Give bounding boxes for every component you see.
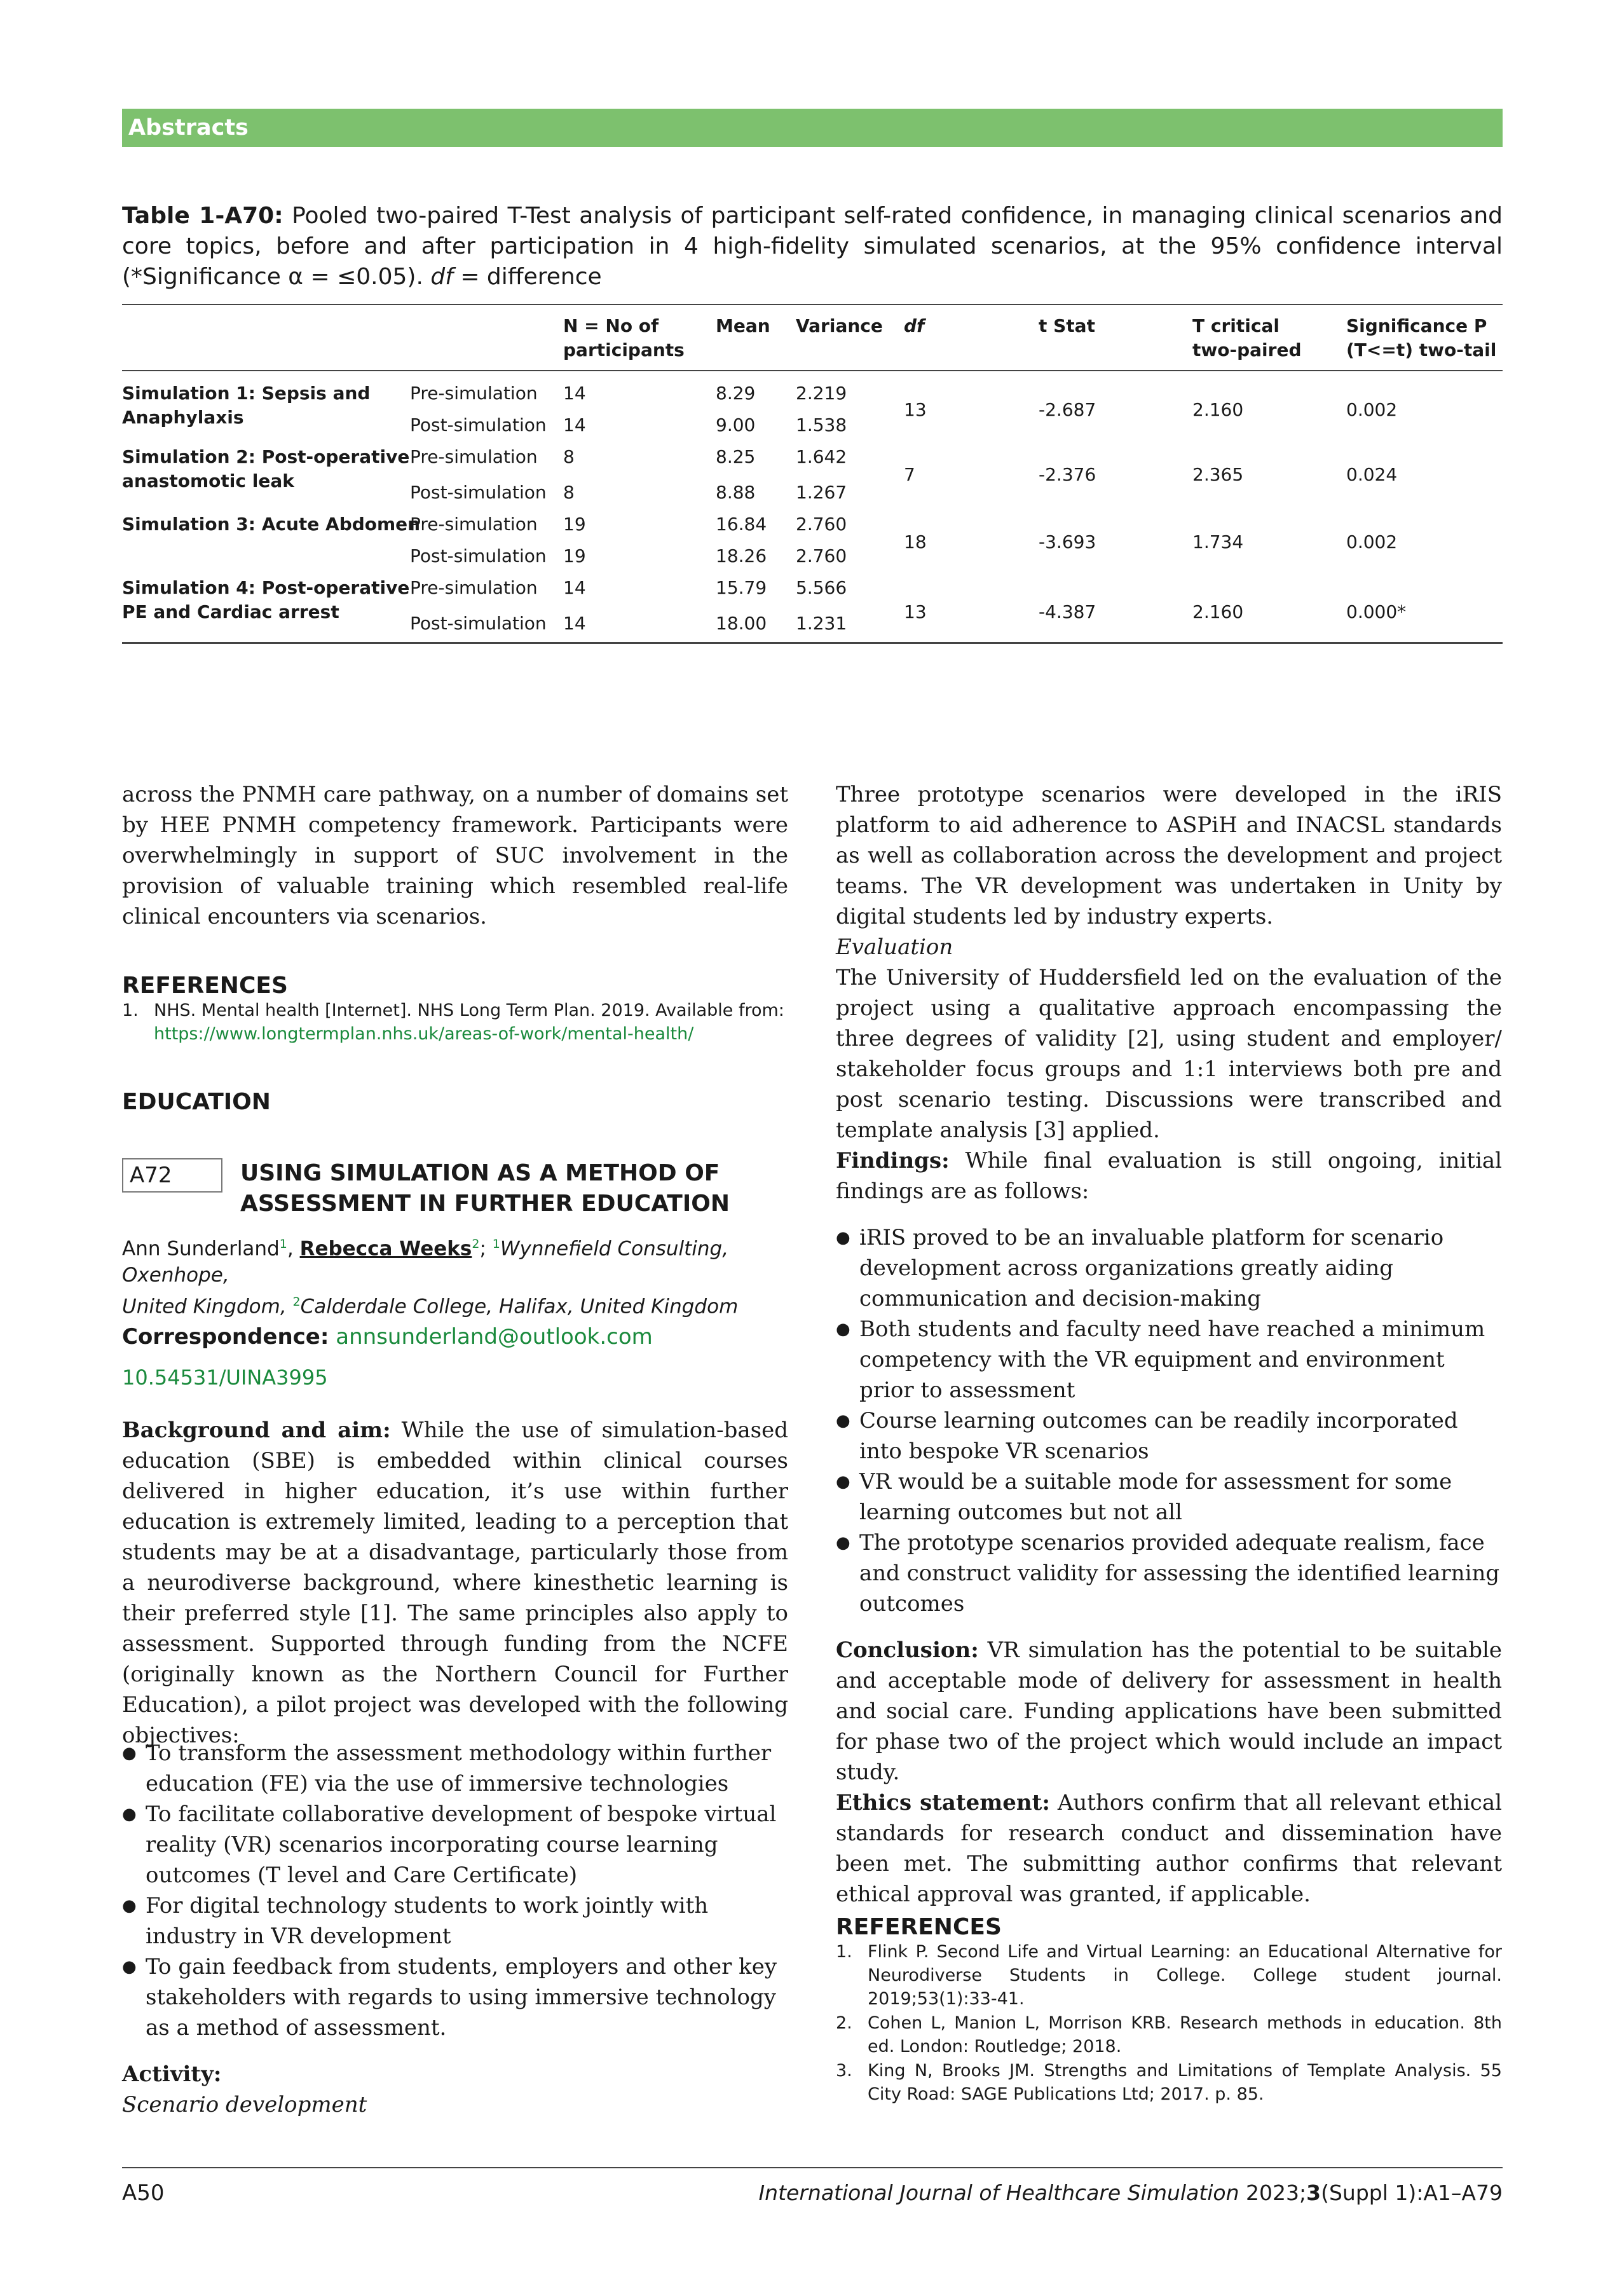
header-df: df — [904, 315, 925, 336]
page-number: A50 — [122, 2180, 165, 2206]
ethics-text: Authors confirm that all relevant ethical standards for research conduct and dissemination have been met. The submitting author confirms that relevant ethical approval was granted, if applicable. — [836, 1790, 1502, 1907]
objective-item: ● For digital technology students to work jointly with industry in VR development — [122, 1891, 788, 1952]
sim-3-tstat: -3.693 — [1039, 531, 1096, 552]
activity-label: Activity: — [122, 2062, 222, 2087]
left-references-heading: REFERENCES — [122, 973, 288, 999]
finding-item: ● iRIS proved to be an invaluable platform for scenario development across organizations greatly aiding communication and decision-making — [836, 1222, 1502, 1314]
sim-3-post-n: 19 — [563, 545, 586, 566]
sim-1-df: 13 — [904, 399, 927, 420]
footer-rule — [122, 2167, 1503, 2168]
sim-3-pre-variance: 2.760 — [796, 514, 847, 535]
affiliation-1-country: United Kingdom, — [122, 1295, 293, 1318]
sim-1-post-label: Post-simulation — [410, 414, 547, 435]
sim-2-pre-mean: 8.25 — [716, 446, 756, 467]
affiliation-1-sup: 1 — [492, 1237, 500, 1251]
scenario-paragraph: Three prototype scenarios were developed in the iRIS platform to aid adherence to ASPiH and INACSL standards as well as collaboration across the development and project teams. The VR development was undertaken in Unity by digital students led by industry experts. — [836, 782, 1502, 929]
objective-item: ● To facilitate collaborative development of bespoke virtual reality (VR) scenarios incorporating course learning outcomes (T level and Care Certificate) — [122, 1799, 788, 1891]
objectives-list — [122, 1738, 788, 2043]
sim-4-tcrit: 2.160 — [1192, 601, 1244, 622]
sim-3-df: 18 — [904, 531, 927, 552]
sim-2-pre-variance: 1.642 — [796, 446, 847, 467]
sim-1-significance: 0.002 — [1346, 399, 1398, 420]
sim-2-name: Simulation 2: Post-operative anastomotic leak — [122, 446, 410, 491]
sim-3-post-mean: 18.26 — [716, 545, 767, 566]
sim-2-post-variance: 1.267 — [796, 482, 847, 503]
correspondence-email[interactable]: annsunderland@outlook.com — [336, 1324, 653, 1350]
table-top-rule — [122, 304, 1503, 305]
abstract-id-box: A72 — [122, 1158, 222, 1193]
sim-4-significance: 0.000* — [1346, 601, 1407, 622]
sim-2-significance: 0.024 — [1346, 464, 1398, 485]
background-label: Background and aim: — [122, 1418, 391, 1443]
findings-list — [836, 1222, 1502, 1619]
author-1: Ann Sunderland — [122, 1237, 280, 1261]
conclusion-paragraph — [836, 1635, 1502, 1788]
author-1-sup: 1 — [279, 1237, 287, 1251]
header-tcrit: T critical two-paired — [1192, 315, 1302, 360]
table-header-rule — [122, 370, 1503, 371]
sim-1-pre-variance: 2.219 — [796, 383, 847, 404]
finding-item: ● The prototype scenarios provided adequate realism, face and construct validity for assessing the identified learning outcomes — [836, 1528, 1502, 1619]
table-caption-text-a: Pooled two-paired T-Test analysis of participant self-rated confidence, in managing clinical scenarios and core topics, before and after participation in 4 high-fidelity simulated scenarios, at the 95% confidence interval (*Significance α = ≤0.05). — [122, 203, 1503, 290]
ethics-paragraph — [836, 1788, 1502, 1910]
sim-4-pre-n: 14 — [563, 577, 586, 598]
journal-name: International Journal of Healthcare Simulation — [758, 2180, 1239, 2205]
journal-citation: International Journal of Healthcare Simulation 2023;3(Suppl 1):A1–A79 — [758, 2180, 1503, 2205]
affiliation-2-sup: 2 — [292, 1295, 301, 1309]
ethics-label: Ethics statement: — [836, 1790, 1050, 1815]
sim-4-pre-mean: 15.79 — [716, 577, 767, 598]
sim-1-name: Simulation 1: Sepsis and Anaphylaxis — [122, 383, 371, 428]
sim-4-name: Simulation 4: Post-operative PE and Cardiac arrest — [122, 577, 410, 622]
author-2-sup: 2 — [472, 1237, 480, 1251]
table-caption-df: df — [430, 264, 453, 290]
sim-1-pre-mean: 8.29 — [716, 383, 756, 404]
background-text: While the use of simulation-based education (SBE) is embedded within clinical courses delivered in higher education, it’s use within further education is extremely limited, leading to a perception that students may be at a disadvantage, particularly those from a neurodiverse background, where kinesthetic learning is their preferred style [1]. The same principles also apply to assessment. Supported through funding from the NCFE (originally known as the Northern Council for Further Education), a pilot project was developed with the following objectives: — [122, 1418, 788, 1748]
header-mean: Mean — [716, 315, 770, 336]
sim-3-pre-n: 19 — [563, 514, 586, 535]
evaluation-heading: Evaluation — [836, 934, 953, 960]
left-ref-1-text: NHS. Mental health [Internet]. NHS Long Term Plan. 2019. Available from: — [154, 1001, 784, 1020]
sim-4-tstat: -4.387 — [1039, 601, 1096, 622]
author-line: Ann Sunderland$^1$, Rebecca Weeks$^2$; $^1$Wynnefield Consulting, Oxenhope, United Kingdom, $^2$Calderdale College, Halifax, United Kingdom — [122, 1237, 739, 1318]
sim-3-post-variance: 2.760 — [796, 545, 847, 566]
sim-1-pre-label: Pre-simulation — [410, 383, 538, 404]
right-reference-2: 2. Cohen L, Manion L, Morrison KRB. Research methods in education. 8th ed. London: Routledge; 2018. — [836, 2013, 1502, 2056]
sim-2-post-mean: 8.88 — [716, 482, 756, 503]
correspondence-line — [122, 1323, 653, 1351]
sim-1-post-mean: 9.00 — [716, 414, 756, 435]
sim-3-post-label: Post-simulation — [410, 545, 547, 566]
left-intro-paragraph: across the PNMH care pathway, on a number of domains set by HEE PNMH competency framework. Participants were overwhelmingly in support of SUC involvement in the provision of valuable training which resembled real-life clinical encounters via scenarios. — [122, 782, 788, 929]
sim-4-pre-variance: 5.566 — [796, 577, 847, 598]
header-tstat: t Stat — [1039, 315, 1095, 336]
activity-section — [122, 2059, 788, 2120]
findings-text: While final evaluation is still ongoing, initial findings are as follows: — [836, 1148, 1502, 1204]
author-2: Rebecca Weeks — [299, 1237, 472, 1261]
evaluation-paragraph: The University of Huddersfield led on the evaluation of the project using a qualitative approach encompassing the three degrees of validity [2], using student and employer/ stakeholder focus groups and 1:1 interviews both pre and post scenario testing. Discussions were transcribed and template analysis [3] applied. — [836, 965, 1502, 1143]
sim-4-df: 13 — [904, 601, 927, 622]
scenario-development-heading: Scenario development — [122, 2092, 367, 2117]
right-reference-1: 1. Flink P. Second Life and Virtual Learning: an Educational Alternative for Neurodiverse Students in College. College student journal. 2019;53(1):33-41. — [836, 1942, 1502, 2009]
sim-2-post-n: 8 — [563, 482, 575, 503]
sim-1-post-variance: 1.538 — [796, 414, 847, 435]
left-ref-1-number: 1. — [122, 1001, 139, 1020]
objective-item: ● To gain feedback from students, employers and other key stakeholders with regards to using immersive technology as a method of assessment. — [122, 1952, 788, 2043]
sim-2-tstat: -2.376 — [1039, 464, 1096, 485]
sim-4-post-mean: 18.00 — [716, 613, 767, 634]
sim-1-post-n: 14 — [563, 414, 586, 435]
sim-3-pre-label: Pre-simulation — [410, 514, 538, 535]
affiliation-2: Calderdale College, Halifax, United Kingdom — [300, 1295, 739, 1318]
section-banner: Abstracts — [122, 109, 1503, 147]
findings-paragraph — [836, 1145, 1502, 1207]
sim-3-pre-mean: 16.84 — [716, 514, 767, 535]
finding-item: ● VR would be a suitable mode for assessment for some learning outcomes but not all — [836, 1467, 1502, 1528]
header-variance: Variance — [796, 315, 883, 336]
sim-2-tcrit: 2.365 — [1192, 464, 1244, 485]
affiliation-1: Wynnefield Consulting, Oxenhope, — [122, 1237, 729, 1287]
right-column-text — [836, 779, 1502, 1207]
sim-4-pre-label: Pre-simulation — [410, 577, 538, 598]
conclusion-text: VR simulation has the potential to be suitable and acceptable mode of delivery for assessment in health and social care. Funding applications have been submitted for phase two of the project which would include an impact study. — [836, 1638, 1502, 1785]
finding-item: ● Course learning outcomes can be readily incorporated into bespoke VR scenarios — [836, 1405, 1502, 1467]
sim-1-tstat: -2.687 — [1039, 399, 1096, 420]
abstract-title: USING SIMULATION AS A METHOD OF ASSESSMENT IN FURTHER EDUCATION — [240, 1160, 730, 1217]
background-paragraph — [122, 1415, 788, 1751]
conclusion-ethics — [836, 1635, 1502, 1910]
table-caption-text-b: = difference — [453, 264, 602, 290]
table-caption-label: Table 1-A70: — [122, 203, 283, 229]
results-table — [122, 304, 1503, 644]
sim-2-post-label: Post-simulation — [410, 482, 547, 503]
correspondence-label: Correspondence: — [122, 1324, 329, 1350]
sim-2-pre-label: Pre-simulation — [410, 446, 538, 467]
sim-4-post-variance: 1.231 — [796, 613, 847, 634]
sim-2-pre-n: 8 — [563, 446, 575, 467]
findings-label: Findings: — [836, 1148, 950, 1173]
objective-item: ● To transform the assessment methodology within further education (FE) via the use of immersive technologies — [122, 1738, 788, 1799]
sim-4-post-n: 14 — [563, 613, 586, 634]
sim-1-tcrit: 2.160 — [1192, 399, 1244, 420]
sim-3-tcrit: 1.734 — [1192, 531, 1244, 552]
table-bottom-rule — [122, 642, 1503, 644]
sim-1-pre-n: 14 — [563, 383, 586, 404]
journal-volume: 3 — [1306, 2180, 1321, 2205]
right-reference-3: 3. King N, Brooks JM. Strengths and Limitations of Template Analysis. 55 City Road: SAGE Publications Ltd; 2017. p. 85. — [836, 2061, 1502, 2104]
left-reference-1 — [122, 999, 788, 1046]
conclusion-label: Conclusion: — [836, 1638, 979, 1663]
sim-3-name: Simulation 3: Acute Abdomen — [122, 514, 421, 535]
table-caption — [122, 201, 1503, 292]
section-heading-education: EDUCATION — [122, 1089, 271, 1115]
right-references-heading: REFERENCES — [836, 1914, 1002, 1940]
sim-3-significance: 0.002 — [1346, 531, 1398, 552]
doi-link[interactable]: 10.54531/UINA3995 — [122, 1365, 328, 1390]
left-ref-1-link[interactable]: https://www.longtermplan.nhs.uk/areas-of-work/mental-health/ — [154, 1024, 694, 1044]
header-n: N = No of participants — [563, 315, 685, 360]
sim-4-post-label: Post-simulation — [410, 613, 547, 634]
finding-item: ● Both students and faculty need have reached a minimum competency with the VR equipment and environment prior to assessment — [836, 1314, 1502, 1405]
sim-2-df: 7 — [904, 464, 915, 485]
header-significance: Significance P (T<=t) two-tail — [1346, 315, 1497, 360]
